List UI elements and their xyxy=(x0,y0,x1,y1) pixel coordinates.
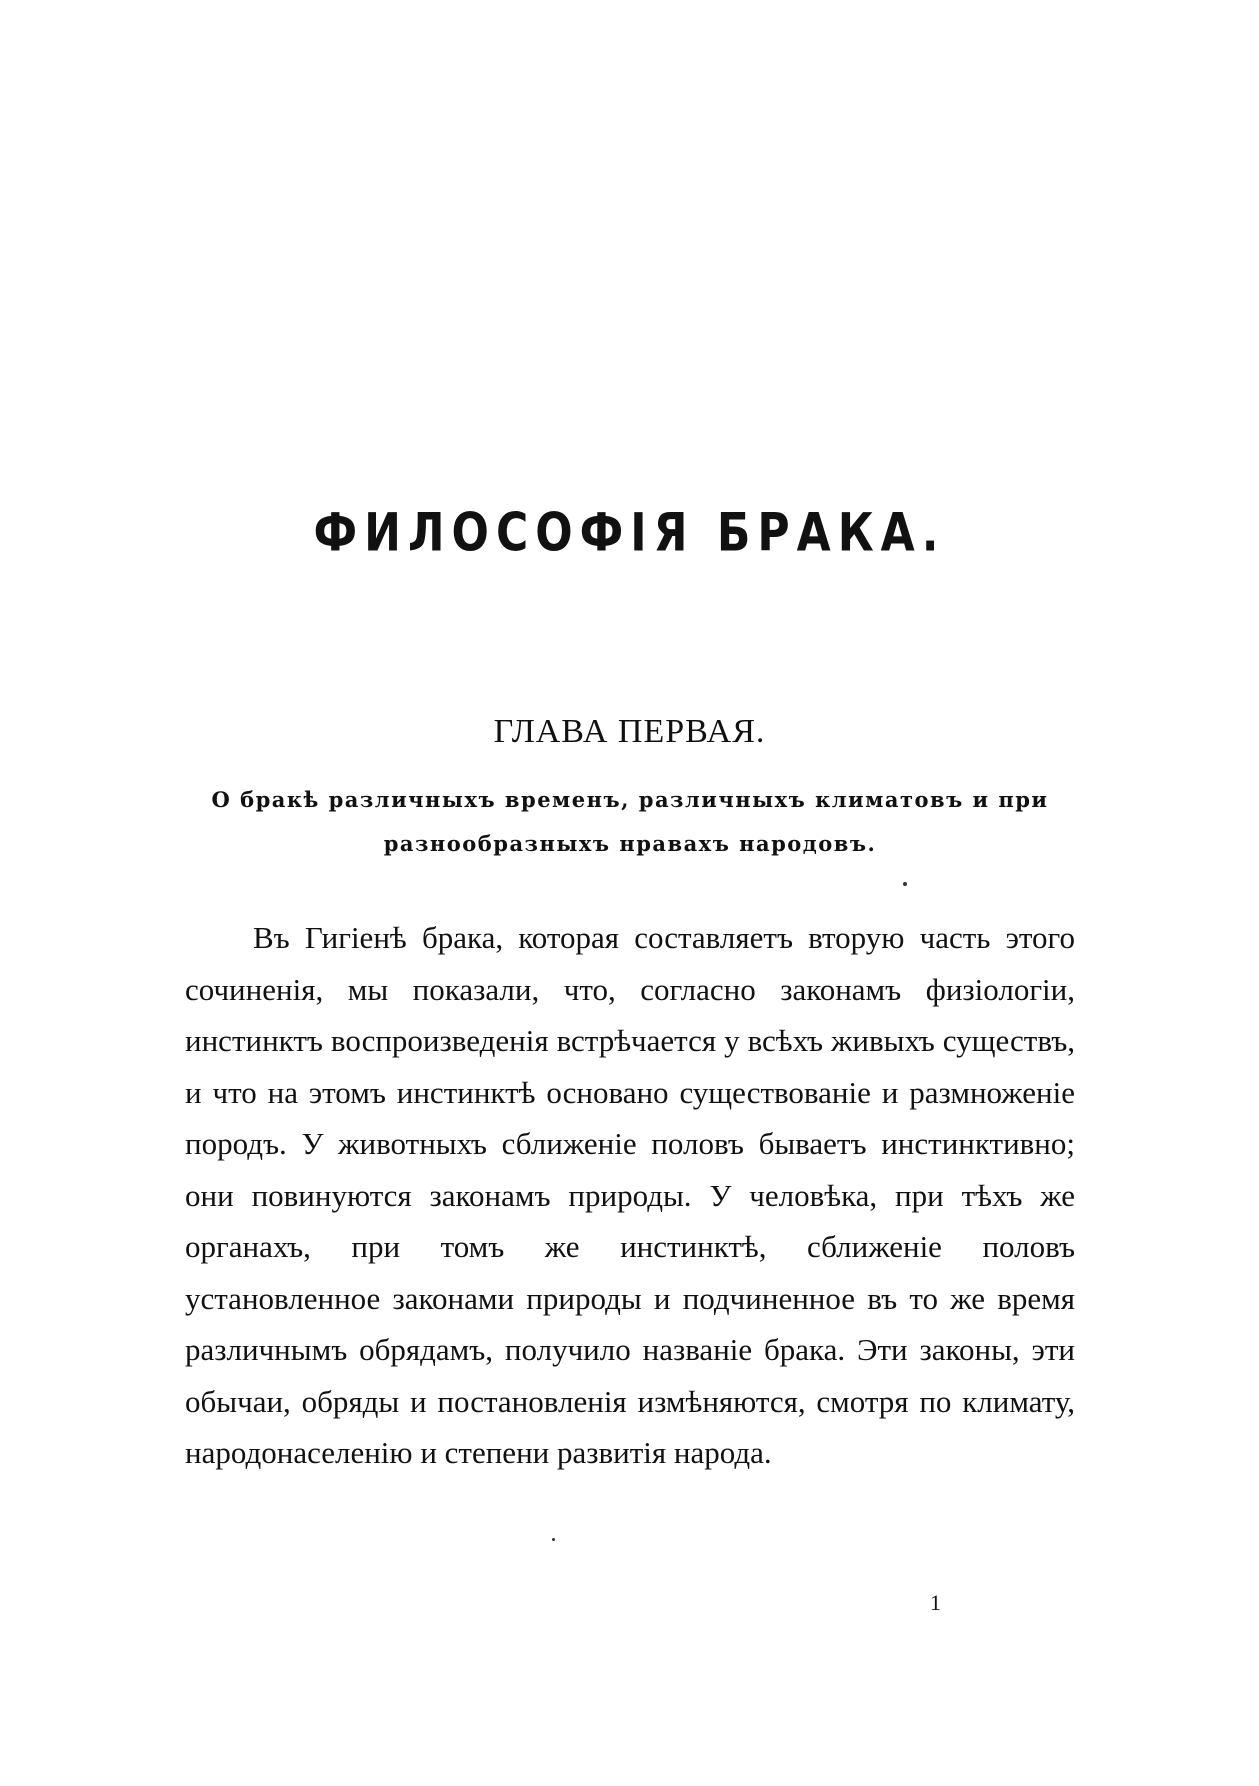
chapter-heading: ГЛАВА ПЕРВАЯ. xyxy=(493,713,766,750)
chapter-subtitle: О бракѣ различныхъ временъ, различныхъ климатовъ и при разнообразныхъ нравахъ народовъ. xyxy=(211,787,1049,856)
book-title: ФИЛОСОФІЯ БРАКА. xyxy=(313,502,946,564)
body-paragraph: Въ Гигіенѣ брака, которая составляетъ вторую часть этого сочиненія, мы показали, что, согласно законамъ физіологіи, инстинктъ воспроизведенія встрѣчается у всѣхъ живыхъ существъ, и что на этомъ инстинктѣ основано существованіе и размноженіе породъ. У животныхъ сближеніе половъ бываетъ инстинктивно; они повинуются законамъ природы. У человѣка, при тѣхъ же органахъ, при томъ же инстинктѣ, сближеніе половъ установленное законами природы и подчиненное въ то же время различнымъ обрядамъ, получило названіе брака. Эти законы, эти обычаи, обряды и постановленія измѣняются, смотря по климату, народонаселенію и степени развитія народа. xyxy=(185,920,1075,1470)
print-speck xyxy=(552,1538,555,1541)
print-speck xyxy=(903,882,907,886)
page-number: 1 xyxy=(930,1590,941,1615)
